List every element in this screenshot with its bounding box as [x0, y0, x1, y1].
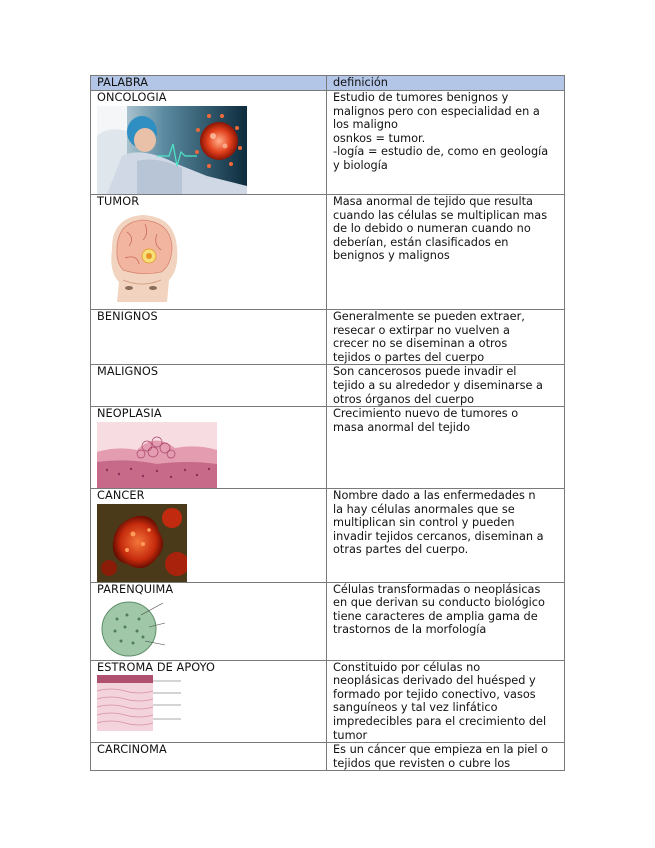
word-cell: [91, 743, 327, 771]
term-carcinoma: CARCINOMA: [97, 743, 167, 757]
definition-text: Masa anormal de tejido que resulta cuando las células se multiplican mas de lo debido o numeran cuando no deberían, están clasificados en benignos y malignos: [333, 195, 548, 263]
definition-cell: [327, 488, 565, 582]
table-row: [91, 91, 565, 195]
header-word: PALABRA: [91, 76, 327, 91]
table-row: [91, 488, 565, 582]
table-row: [91, 310, 565, 365]
brain-tumor-image: [97, 210, 320, 308]
word-cell: [91, 407, 327, 489]
definition-text: Estudio de tumores benignos y malignos pero con especialidad en a los maligno osnkos = tumor. -logía = estudio de, como en geología y biología: [333, 91, 549, 172]
oncology-patient-image: [97, 106, 320, 194]
term-malignos: MALIGNOS: [97, 365, 159, 379]
definition-cell: [327, 195, 565, 310]
term-tumor: TUMOR: [97, 195, 140, 208]
term-cancer: CANCER: [97, 488, 145, 502]
neoplasia-tissue-image: [97, 422, 320, 488]
definition-cell: [327, 310, 565, 365]
term-neoplasia: NEOPLASIA: [97, 407, 162, 421]
table-row: [91, 407, 565, 489]
term-estroma-de-apoyo: ESTROMA DE APOYO: [97, 660, 216, 674]
definition-cell: [327, 91, 565, 195]
table-row: [91, 743, 565, 771]
word-cell: [91, 488, 327, 582]
definition-text: Crecimiento nuevo de tumores o masa anormal del tejido: [333, 407, 519, 434]
definition-cell: [327, 660, 565, 743]
term-benignos: BENIGNOS: [97, 310, 158, 323]
definition-cell: [327, 582, 565, 660]
table-row: [91, 582, 565, 660]
header-row: [91, 76, 565, 91]
header-definition: definición: [327, 76, 565, 91]
definition-cell: [327, 365, 565, 407]
word-cell: [91, 365, 327, 407]
table-row: [91, 660, 565, 743]
definition-text: Es un cáncer que empieza en la piel o tejidos que revisten o cubre los: [333, 743, 548, 770]
glossary-table: [90, 75, 565, 771]
definition-cell: [327, 407, 565, 489]
table-row: [91, 195, 565, 310]
cancer-cell-image: [97, 504, 320, 582]
definition-cell: [327, 743, 565, 771]
word-cell: [91, 660, 327, 743]
term-parenquima: PARENQUIMA: [97, 582, 174, 596]
word-cell: [91, 310, 327, 365]
definition-text: Generalmente se pueden extraer, resecar o extirpar no vuelven a crecer no se diseminan a otros tejidos o partes del cuerpo: [333, 310, 525, 364]
term-oncologia: ONCOLOGIA: [97, 91, 167, 104]
word-cell: [91, 91, 327, 195]
stroma-tissue-image: [97, 675, 320, 731]
word-cell: [91, 582, 327, 660]
definition-text: Células transformadas o neoplásicas en que derivan su conducto biológico tiene caracteres de amplia gama de trastornos de la morfología: [333, 582, 545, 637]
word-cell: [91, 195, 327, 310]
definition-text: Constituido por células no neoplásicas derivado del huésped y formado por tejido conectivo, vasos sanguíneos y tal vez linfático impredecibles para el crecimiento del tumor: [333, 660, 547, 742]
table-row: [91, 365, 565, 407]
definition-text: Son cancerosos puede invadir el tejido a su alrededor y diseminarse a otros órganos del cuerpo: [333, 365, 543, 406]
parenchyma-cell-image: [97, 597, 320, 659]
definition-text: Nombre dado a las enfermedades n la hay células anormales que se multiplican sin control y pueden invadir tejidos cercanos, diseminan a otras partes del cuerpo.: [333, 488, 544, 557]
